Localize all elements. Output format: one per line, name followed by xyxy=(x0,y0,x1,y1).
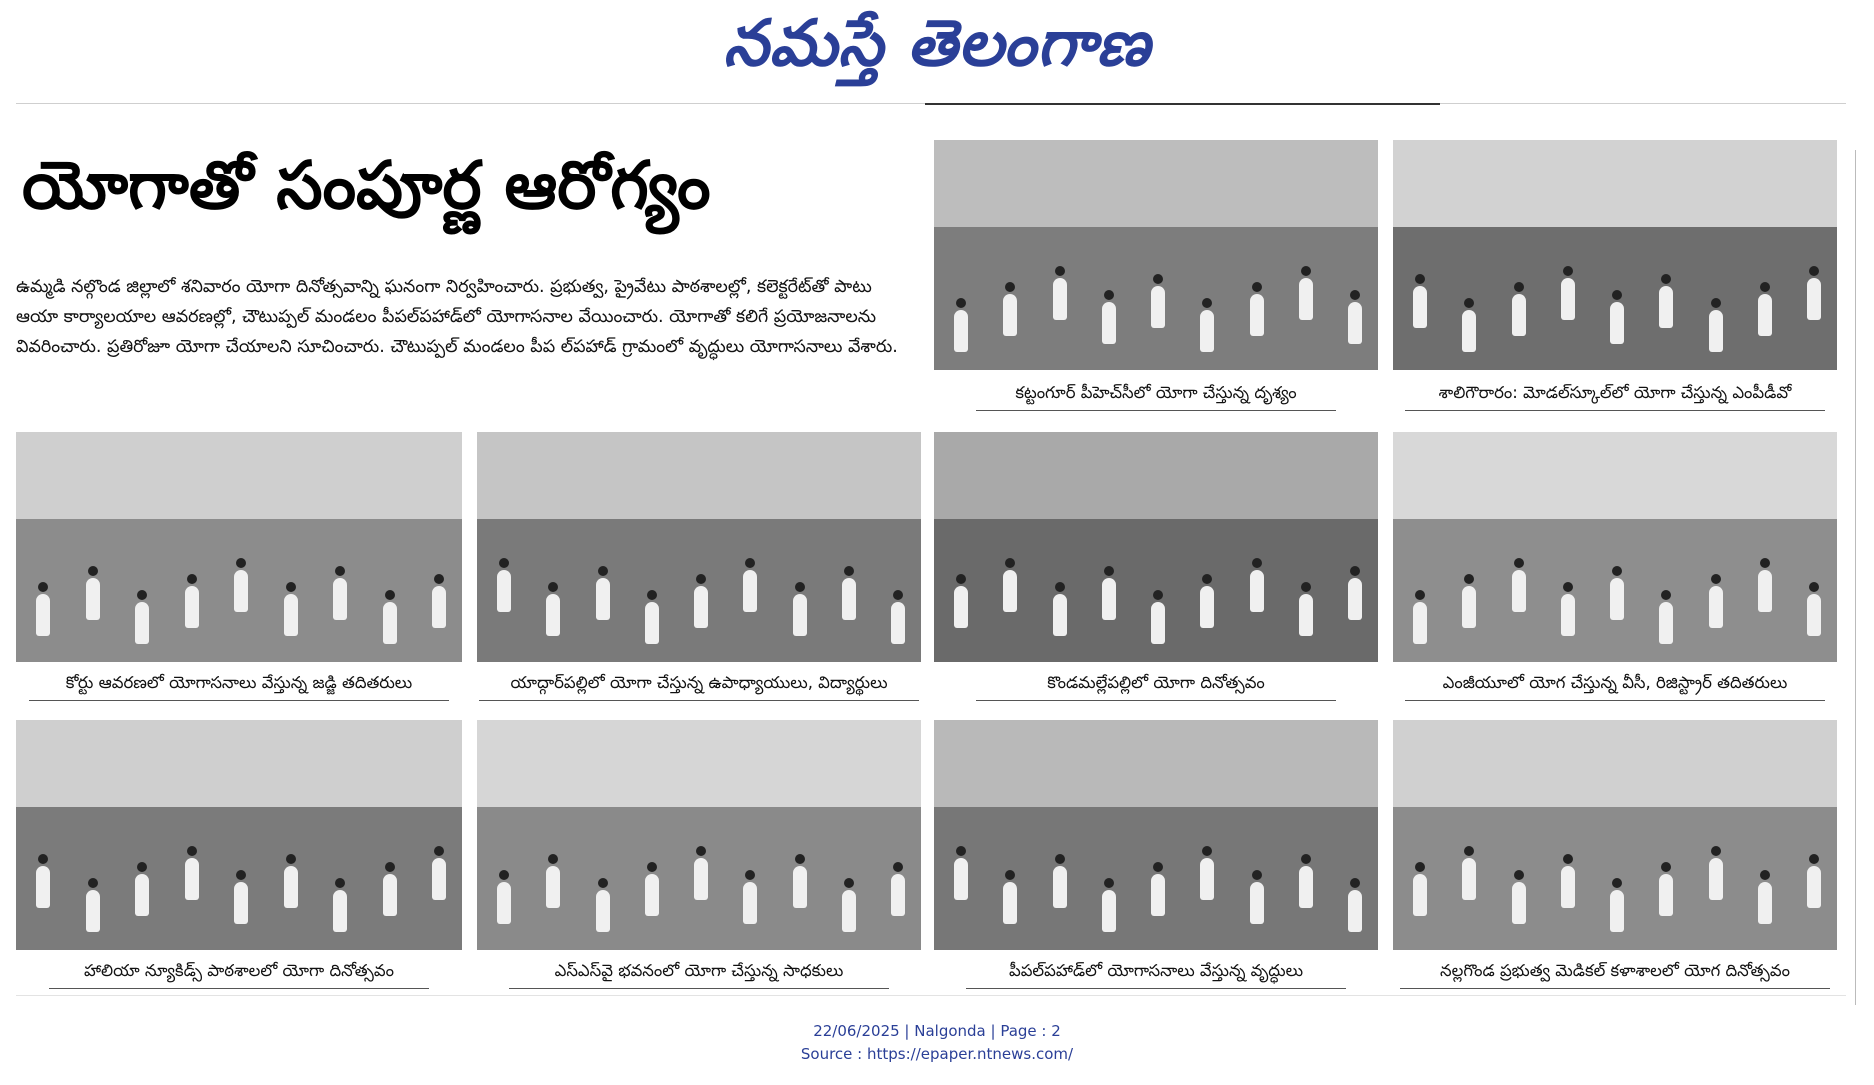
photo-caption: హాలియా న్యూకిడ్స్ పాఠశాలలో యోగా దినోత్సవం xyxy=(84,961,394,980)
person-figure xyxy=(954,858,968,900)
person-figure xyxy=(284,594,298,636)
photo-background xyxy=(477,720,921,807)
caption-underline xyxy=(1405,700,1825,701)
photo-background xyxy=(1393,432,1837,519)
caption-underline xyxy=(976,410,1336,411)
person-figure xyxy=(135,602,149,644)
person-figure xyxy=(1250,570,1264,612)
person-figure xyxy=(135,874,149,916)
photo-4 xyxy=(477,432,921,662)
person-figure xyxy=(793,594,807,636)
photo-caption: కోర్టు ఆవరణలో యోగాసనాలు వేస్తున్న జడ్జి తదితరులు xyxy=(65,673,413,692)
caption-underline xyxy=(976,700,1336,701)
person-figure xyxy=(1709,310,1723,352)
photo-7 xyxy=(16,720,462,950)
person-figure xyxy=(383,602,397,644)
caption-underline xyxy=(49,988,429,989)
photo-background xyxy=(477,432,921,519)
person-figure xyxy=(842,890,856,932)
masthead-title: నమస్తే తెలంగాణ xyxy=(723,6,1151,81)
photo-background xyxy=(1393,140,1837,227)
article-lede: ఉమ్మడి నల్గొండ జిల్లాలో శనివారం యోగా దినోత్సవాన్ని ఘనంగా నిర్వహించారు. ప్రభుత్వ, ప్రైవేటు పాఠశాలల్లో, కలెక్టరేట్‌తో పాటు ఆయా కార్యాలయాల ఆవరణల్లో, చౌటుప్పల్ మండలం పీపల్‌పహాడ్‌లో యోగాసనాల వేయించారు. యోగాతో కలిగే ప్రయోజనాలను వివరించారు. ప్రతిరోజూ యోగా చేయాలని సూచించారు. చౌటుప్పల్ మండలం పీప ల్‌పహాడ్ గ్రామంలో వృద్ధులు యోగాసనాలు వేశారు. xyxy=(16,277,898,357)
person-figure xyxy=(1659,286,1673,328)
person-figure xyxy=(1348,578,1362,620)
person-figure xyxy=(694,858,708,900)
photo-caption: పీపల్‌పహాడ్‌లో యోగాసనాలు వేస్తున్న వృద్ధులు xyxy=(1008,961,1304,980)
person-figure xyxy=(1561,866,1575,908)
person-figure xyxy=(234,882,248,924)
footer-source-line: Source : https://epaper.ntnews.com/ xyxy=(800,1045,1074,1063)
photo-caption: కొండమల్లేపల్లిలో యోగా దినోత్సవం xyxy=(1047,673,1265,692)
person-figure xyxy=(1561,594,1575,636)
person-figure xyxy=(185,586,199,628)
person-figure xyxy=(1413,602,1427,644)
photo-6 xyxy=(1393,432,1837,662)
person-figure xyxy=(432,858,446,900)
photo-caption: యాద్గార్‌పల్లిలో యోగా చేస్తున్న ఉపాధ్యాయులు, విద్యార్థులు xyxy=(510,673,888,692)
person-figure xyxy=(86,890,100,932)
person-figure xyxy=(743,882,757,924)
person-figure xyxy=(1462,310,1476,352)
person-figure xyxy=(1299,594,1313,636)
person-figure xyxy=(1413,874,1427,916)
photo-caption: ఎస్ఎస్‌వై భవనంలో యోగా చేస్తున్న సాధకులు xyxy=(554,961,844,980)
photo-caption: కట్టంగూర్ పీహెచ్‌సీలో యోగా చేస్తున్న దృశ్యం xyxy=(1015,383,1297,402)
caption-underline xyxy=(1405,410,1825,411)
person-figure xyxy=(1758,882,1772,924)
person-figure xyxy=(1151,286,1165,328)
person-figure xyxy=(1561,278,1575,320)
person-figure xyxy=(497,882,511,924)
person-figure xyxy=(1807,594,1821,636)
photo-1 xyxy=(934,140,1378,370)
person-figure xyxy=(891,874,905,916)
article-headline: యోగాతో సంపూర్ణ ఆరోగ్యం xyxy=(22,147,711,224)
person-figure xyxy=(1512,570,1526,612)
person-figure xyxy=(1512,294,1526,336)
person-figure xyxy=(1659,874,1673,916)
person-figure xyxy=(284,866,298,908)
person-figure xyxy=(1610,890,1624,932)
person-figure xyxy=(1709,858,1723,900)
person-figure xyxy=(793,866,807,908)
photo-background xyxy=(934,140,1378,227)
masthead xyxy=(0,0,1874,100)
photo-background xyxy=(16,432,462,519)
person-figure xyxy=(1053,278,1067,320)
footer-date-line: 22/06/2025 | Nalgonda | Page : 2 xyxy=(813,1022,1061,1040)
photo-background xyxy=(16,720,462,807)
person-figure xyxy=(1003,570,1017,612)
person-figure xyxy=(645,602,659,644)
person-figure xyxy=(891,602,905,644)
person-figure xyxy=(645,874,659,916)
person-figure xyxy=(596,578,610,620)
person-figure xyxy=(1610,302,1624,344)
caption-underline xyxy=(479,700,919,701)
person-figure xyxy=(1758,570,1772,612)
photo-background xyxy=(934,432,1378,519)
person-figure xyxy=(1610,578,1624,620)
caption-underline xyxy=(966,988,1346,989)
caption-underline xyxy=(509,988,889,989)
top-rule-accent xyxy=(925,103,1440,105)
person-figure xyxy=(1462,586,1476,628)
person-figure xyxy=(1102,578,1116,620)
person-figure xyxy=(1053,866,1067,908)
photo-2 xyxy=(1393,140,1837,370)
person-figure xyxy=(1348,302,1362,344)
person-figure xyxy=(546,866,560,908)
caption-underline xyxy=(29,700,449,701)
person-figure xyxy=(1299,278,1313,320)
column-rule xyxy=(1855,150,1856,1005)
person-figure xyxy=(1053,594,1067,636)
person-figure xyxy=(432,586,446,628)
photo-5 xyxy=(934,432,1378,662)
person-figure xyxy=(743,570,757,612)
person-figure xyxy=(1659,602,1673,644)
person-figure xyxy=(596,890,610,932)
person-figure xyxy=(1413,286,1427,328)
photo-10 xyxy=(1393,720,1837,950)
person-figure xyxy=(185,858,199,900)
photo-8 xyxy=(477,720,921,950)
person-figure xyxy=(1299,866,1313,908)
person-figure xyxy=(1462,858,1476,900)
person-figure xyxy=(1250,882,1264,924)
person-figure xyxy=(954,586,968,628)
person-figure xyxy=(86,578,100,620)
person-figure xyxy=(1102,302,1116,344)
person-figure xyxy=(1807,278,1821,320)
person-figure xyxy=(1512,882,1526,924)
person-figure xyxy=(1758,294,1772,336)
person-figure xyxy=(1151,602,1165,644)
photo-background xyxy=(934,720,1378,807)
person-figure xyxy=(234,570,248,612)
caption-underline xyxy=(1400,988,1830,989)
person-figure xyxy=(1200,858,1214,900)
person-figure xyxy=(1709,586,1723,628)
person-figure xyxy=(954,310,968,352)
person-figure xyxy=(694,586,708,628)
person-figure xyxy=(1200,586,1214,628)
person-figure xyxy=(333,578,347,620)
person-figure xyxy=(1003,882,1017,924)
person-figure xyxy=(1003,294,1017,336)
person-figure xyxy=(497,570,511,612)
person-figure xyxy=(842,578,856,620)
photo-caption: శాలిగౌరారం: మోడల్‌స్కూల్‌లో యోగా చేస్తున్న ఎంపీడీవో xyxy=(1438,383,1792,402)
photo-caption: ఎంజీయూలో యోగ చేస్తున్న వీసీ, రిజిస్ట్రార్ తదితరులు xyxy=(1442,673,1788,692)
bottom-rule xyxy=(16,995,1846,996)
person-figure xyxy=(1348,890,1362,932)
photo-caption: నల్లగొండ ప్రభుత్వ మెడికల్ కళాశాలలో యోగ దినోత్సవం xyxy=(1440,961,1790,980)
person-figure xyxy=(383,874,397,916)
photo-background xyxy=(1393,720,1837,807)
person-figure xyxy=(1200,310,1214,352)
person-figure xyxy=(333,890,347,932)
photo-9 xyxy=(934,720,1378,950)
person-figure xyxy=(1250,294,1264,336)
person-figure xyxy=(1807,866,1821,908)
person-figure xyxy=(36,594,50,636)
person-figure xyxy=(36,866,50,908)
person-figure xyxy=(546,594,560,636)
photo-3 xyxy=(16,432,462,662)
person-figure xyxy=(1151,874,1165,916)
person-figure xyxy=(1102,890,1116,932)
